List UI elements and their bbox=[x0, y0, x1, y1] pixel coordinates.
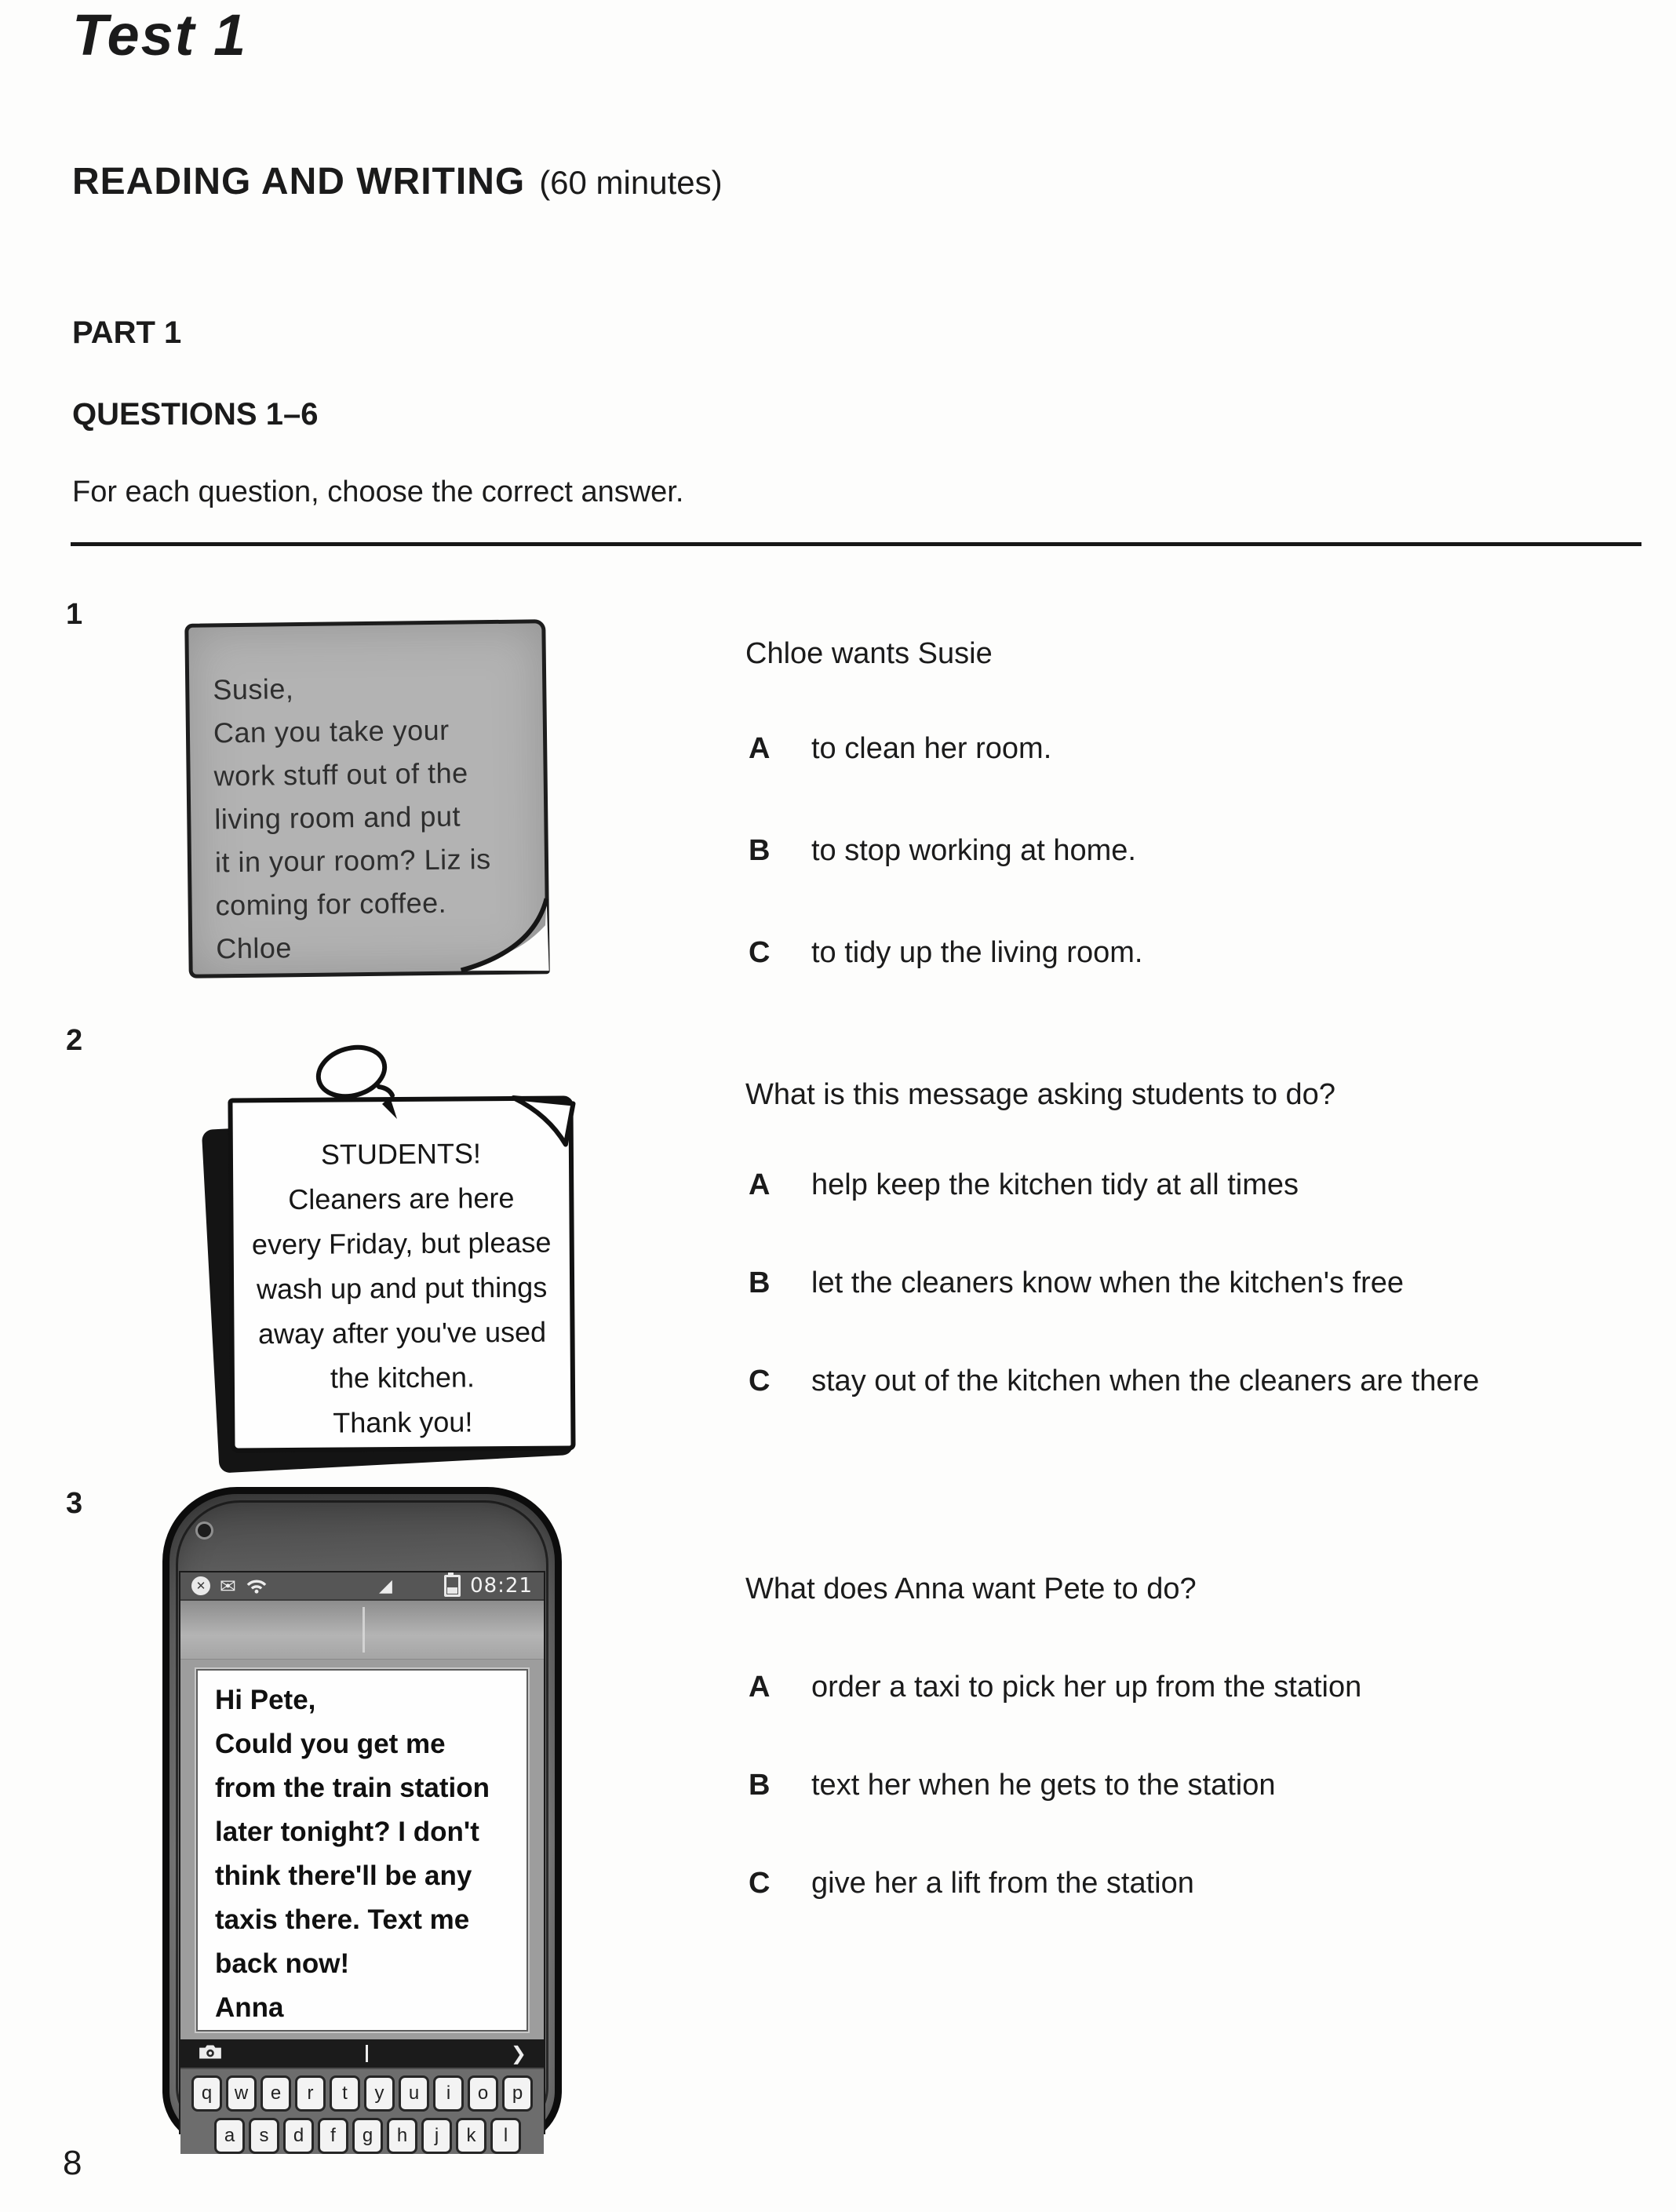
message-line: back now! bbox=[215, 1948, 350, 1979]
phone-screen bbox=[179, 1571, 545, 2146]
note-line: the kitchen. bbox=[330, 1361, 475, 1394]
camera-icon bbox=[198, 2043, 223, 2064]
option-text: to tidy up the living room. bbox=[811, 936, 1143, 969]
pinned-note-illustration bbox=[228, 1095, 575, 1452]
option-text: give her a lift from the station bbox=[811, 1867, 1194, 1900]
keyboard-row-2 bbox=[180, 2118, 544, 2154]
message-line: Could you get me bbox=[215, 1729, 446, 1759]
page-curl-icon bbox=[456, 898, 549, 975]
note-line: wash up and put things bbox=[256, 1270, 548, 1306]
option-letter: B bbox=[749, 834, 771, 867]
message-line: Hi Pete, bbox=[215, 1685, 316, 1715]
option-letter: A bbox=[749, 1671, 771, 1704]
option-letter: A bbox=[749, 1168, 771, 1201]
question-2-option-b bbox=[749, 1266, 1404, 1300]
question-2-option-a bbox=[749, 1168, 1299, 1202]
option-text: order a taxi to pick her up from the station bbox=[811, 1671, 1362, 1704]
message-line: think there'll be any bbox=[215, 1860, 472, 1891]
pushpin-icon bbox=[308, 1040, 410, 1124]
note-line: Can you take your bbox=[213, 713, 450, 749]
message-line: taxis there. Text me bbox=[215, 1904, 470, 1935]
question-1-number: 1 bbox=[66, 598, 83, 631]
question-1-stem: Chloe wants Susie bbox=[745, 637, 993, 670]
phone-toolbar bbox=[180, 2039, 544, 2068]
key-s: s bbox=[249, 2118, 279, 2154]
key-j: j bbox=[421, 2118, 452, 2154]
key-f: f bbox=[318, 2118, 348, 2154]
note-line: away after you've used bbox=[257, 1315, 547, 1350]
key-a: a bbox=[214, 2118, 245, 2154]
option-letter: C bbox=[749, 936, 771, 969]
phone-keyboard bbox=[180, 2068, 544, 2154]
text-message-panel bbox=[196, 1669, 528, 2032]
text-cursor bbox=[366, 2045, 368, 2062]
questions-range: QUESTIONS 1–6 bbox=[72, 397, 319, 432]
key-q: q bbox=[191, 2075, 222, 2112]
key-h: h bbox=[387, 2118, 417, 2154]
key-d: d bbox=[283, 2118, 314, 2154]
chevron-right-icon: ❯ bbox=[510, 2043, 526, 2064]
section-duration: (60 minutes) bbox=[539, 164, 723, 201]
phone-wallpaper bbox=[180, 1601, 544, 1660]
question-3-option-c bbox=[749, 1867, 1194, 1900]
option-letter: C bbox=[749, 1867, 771, 1900]
note-line: living room and put bbox=[214, 800, 461, 836]
phone-illustration bbox=[162, 1487, 562, 2146]
message-line: later tonight? I don't bbox=[215, 1817, 479, 1847]
note-line: STUDENTS! bbox=[320, 1137, 482, 1171]
mail-icon: ✉ bbox=[220, 1574, 236, 1598]
message-line: from the train station bbox=[215, 1773, 490, 1803]
option-text: stay out of the kitchen when the cleaners are there bbox=[811, 1365, 1480, 1398]
note-line: work stuff out of the bbox=[213, 756, 468, 793]
option-text: to stop working at home. bbox=[811, 834, 1136, 867]
question-3-option-b bbox=[749, 1769, 1276, 1802]
question-3-option-a bbox=[749, 1671, 1361, 1704]
option-letter: C bbox=[749, 1365, 771, 1398]
question-3-stem: What does Anna want Pete to do? bbox=[745, 1572, 1197, 1605]
key-w: w bbox=[226, 2075, 257, 2112]
option-text: help keep the kitchen tidy at all times bbox=[811, 1168, 1299, 1201]
status-bar bbox=[180, 1572, 544, 1601]
note-line: Susie, bbox=[213, 672, 294, 706]
question-2-number: 2 bbox=[66, 1024, 83, 1057]
note-line: Cleaners are here bbox=[288, 1181, 515, 1216]
signal-strength-icon: ◢ bbox=[378, 1576, 392, 1596]
instruction-text: For each question, choose the correct answer. bbox=[72, 476, 684, 508]
key-u: u bbox=[399, 2075, 429, 2112]
key-o: o bbox=[468, 2075, 498, 2112]
option-letter: B bbox=[749, 1769, 771, 1802]
key-i: i bbox=[433, 2075, 464, 2112]
option-text: to clean her room. bbox=[811, 732, 1052, 765]
wallpaper-line bbox=[363, 1607, 365, 1653]
option-letter: B bbox=[749, 1266, 771, 1299]
question-1-option-c bbox=[749, 936, 1142, 970]
key-r: r bbox=[295, 2075, 326, 2112]
key-g: g bbox=[352, 2118, 383, 2154]
note-line: coming for coffee. bbox=[215, 886, 447, 922]
section-title: READING AND WRITING bbox=[72, 161, 526, 202]
page-number: 8 bbox=[63, 2144, 82, 2182]
divider-rule bbox=[71, 542, 1641, 546]
front-camera-icon bbox=[198, 1524, 211, 1537]
close-icon: ✕ bbox=[191, 1576, 210, 1595]
sticky-note-illustration bbox=[184, 619, 549, 978]
page-curl-icon bbox=[512, 1094, 576, 1150]
key-e: e bbox=[261, 2075, 291, 2112]
question-2-stem: What is this message asking students to do? bbox=[745, 1078, 1335, 1111]
option-letter: A bbox=[749, 732, 771, 765]
message-area bbox=[180, 1660, 544, 2039]
clock-time: 08:21 bbox=[470, 1574, 533, 1598]
page-title: Test 1 bbox=[72, 2, 248, 67]
key-y: y bbox=[364, 2075, 395, 2112]
key-k: k bbox=[456, 2118, 486, 2154]
section-heading bbox=[72, 160, 723, 203]
note-line: every Friday, but please bbox=[251, 1226, 552, 1261]
option-text: text her when he gets to the station bbox=[811, 1769, 1276, 1802]
key-p: p bbox=[502, 2075, 533, 2112]
question-1-option-a bbox=[749, 732, 1051, 766]
note-line: Chloe bbox=[216, 931, 293, 965]
key-t: t bbox=[330, 2075, 360, 2112]
battery-icon bbox=[444, 1575, 461, 1597]
part-title: PART 1 bbox=[72, 315, 182, 350]
note-line: Thank you! bbox=[333, 1405, 473, 1439]
wifi-icon bbox=[246, 1578, 268, 1594]
question-2-option-c bbox=[749, 1365, 1479, 1398]
option-text: let the cleaners know when the kitchen's free bbox=[811, 1266, 1405, 1299]
note-line: it in your room? Liz is bbox=[214, 843, 491, 879]
message-line: Anna bbox=[215, 1992, 284, 2023]
keyboard-row-1 bbox=[180, 2075, 544, 2112]
question-1-option-b bbox=[749, 834, 1136, 868]
key-l: l bbox=[490, 2118, 521, 2154]
question-3-number: 3 bbox=[66, 1487, 83, 1520]
